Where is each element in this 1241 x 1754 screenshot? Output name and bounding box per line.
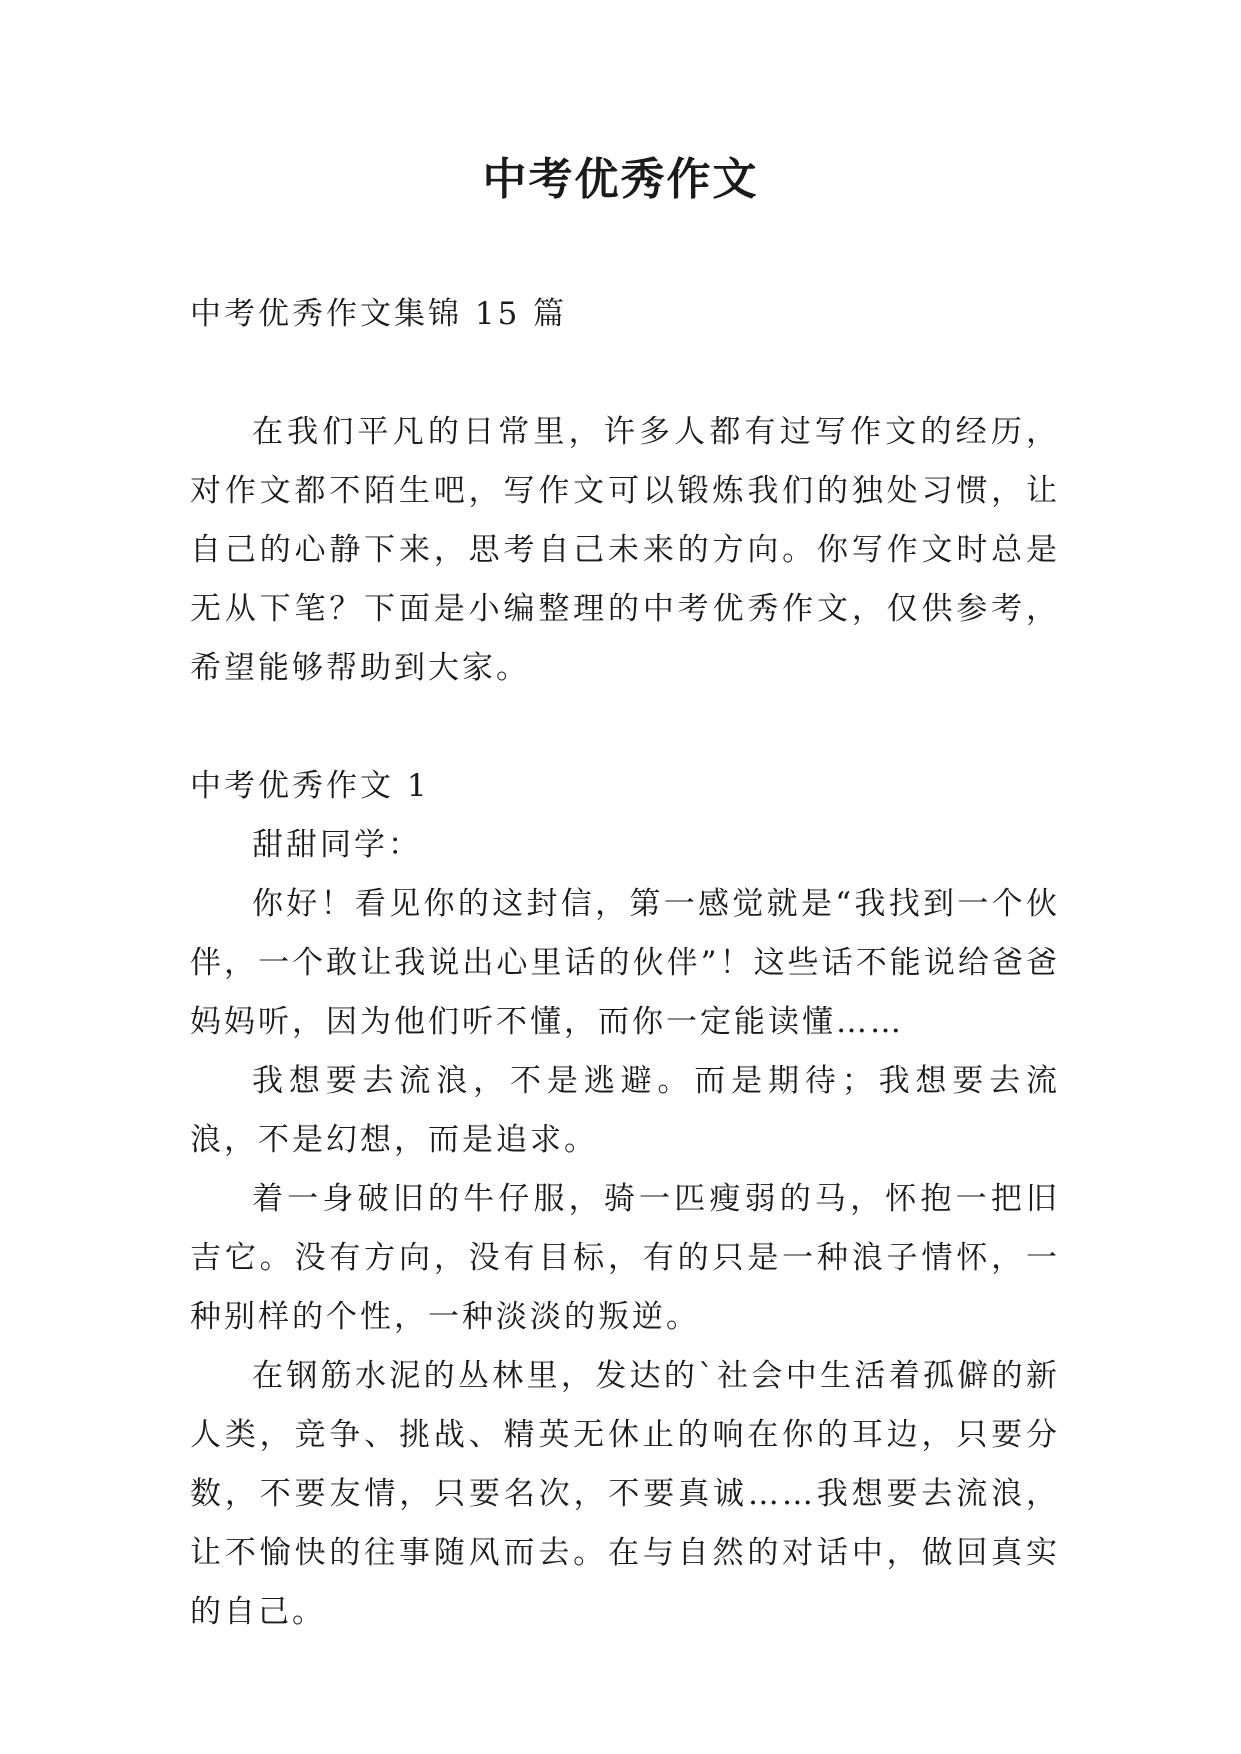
document-subtitle: 中考优秀作文集锦 15 篇 <box>190 296 568 332</box>
section-heading: 中考优秀作文 1 <box>190 768 430 804</box>
body-paragraph: 你好！看见你的这封信，第一感觉就是“我找到一个伙伴，一个敢让我说出心里话的伙伴”！这些话不能说给爸爸妈妈听，因为他们听不懂，而你一定能读懂…… <box>190 886 1060 1040</box>
spacer <box>190 698 1060 757</box>
body-paragraph: 我想要去流浪，不是逃避。而是期待；我想要去流浪，不是幻想，而是追求。 <box>190 1063 1060 1158</box>
body-paragraph: 在钢筋水泥的丛林里，发达的`社会中生活着孤僻的新人类，竞争、挑战、精英无休止的响在你的耳边，只要分数，不要友情，只要名次，不要真诚……我想要去流浪，让不愉快的往事随风而去。在与自然的对话中，做回真实的自己。 <box>190 1358 1060 1630</box>
body-paragraph: 着一身破旧的牛仔服，骑一匹瘦弱的马，怀抱一把旧吉它。没有方向，没有目标，有的只是一种浪子情怀，一种别样的个性，一种淡淡的叛逆。 <box>190 1181 1060 1335</box>
intro-paragraph: 在我们平凡的日常里，许多人都有过写作文的经历，对作文都不陌生吧，写作文可以锻炼我们的独处习惯，让自己的心静下来，思考自己未来的方向。你写作文时总是无从下笔？下面是小编整理的中考优秀作文，仅供参考，希望能够帮助到大家。 <box>190 414 1060 686</box>
letter-salutation: 甜甜同学： <box>252 827 422 863</box>
document-body <box>190 285 1060 1642</box>
document-title: 中考优秀作文 <box>482 154 759 205</box>
spacer <box>190 344 1060 403</box>
